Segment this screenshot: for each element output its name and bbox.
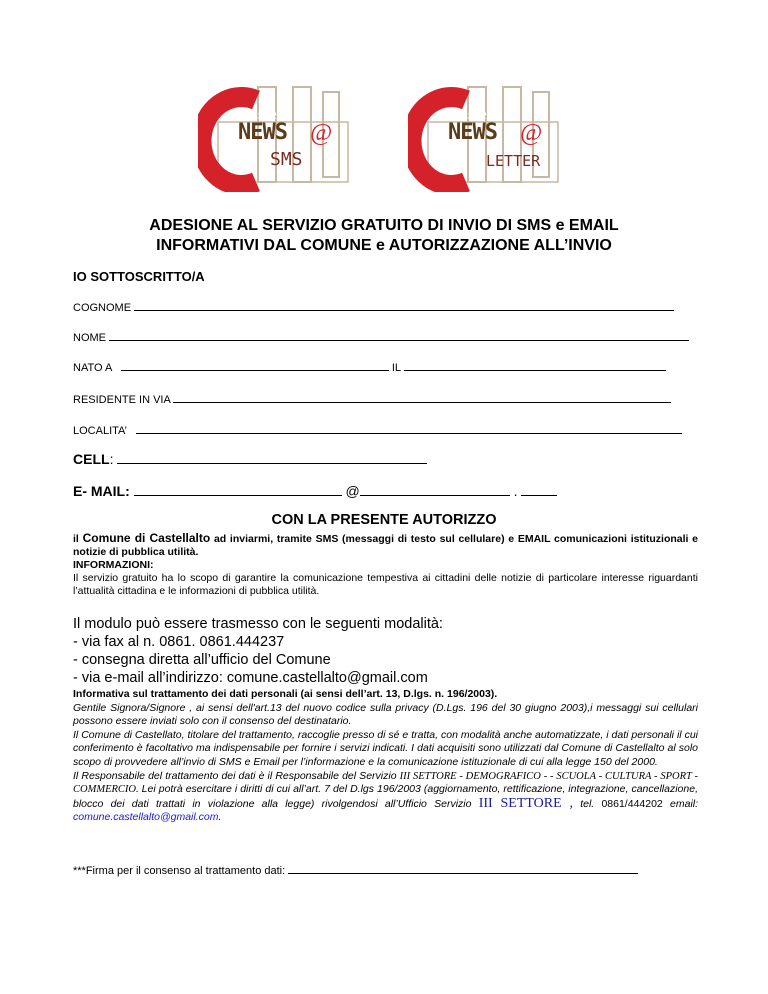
name-row <box>73 328 689 344</box>
privacy-p3c: Lei potrà esercitare i diritti di cui all’art. 7 del D.lgs 196/2003 (aggiornamento, rettificazione, integrazione, cancellazione, blocco dei dati trattati in violazione alla legge) rivolgendosi all’Ufficio Servizio <box>73 783 698 810</box>
address-field[interactable] <box>173 390 671 403</box>
privacy-email-link[interactable]: comune.castellalto@gmail.com <box>73 811 219 824</box>
logo-sms-text: SMS <box>270 149 303 170</box>
castel-news-letter-logo <box>408 82 573 192</box>
logo-news-text: NEWS <box>448 120 497 145</box>
email-label: E- MAIL: <box>73 483 130 499</box>
transmission-fax: - via fax al n. 0861. 0861.444237 <box>73 634 285 650</box>
transmission-email: - via e-mail all’indirizzo: comune.castellalto@gmail.com <box>73 670 428 686</box>
email-domain-field[interactable] <box>360 481 510 496</box>
privacy-phone: 0861/444202 <box>601 797 663 810</box>
privacy-p3a: Il Responsabile del trattamento dei dati è il Responsabile del Servizio <box>73 769 397 782</box>
cell-field[interactable] <box>117 449 427 464</box>
address-row <box>73 390 671 406</box>
birthplace-label: NATO A <box>73 362 112 374</box>
birthdate-label: IL <box>391 362 401 374</box>
surname-row <box>73 298 674 314</box>
locality-field[interactable] <box>136 421 682 434</box>
privacy-tel-label: tel. <box>580 797 595 810</box>
authorization-heading: CON LA PRESENTE AUTORIZZO <box>271 512 497 528</box>
address-label: RESIDENTE IN VIA <box>73 394 171 406</box>
birthplace-field[interactable] <box>121 358 389 371</box>
email-tld-field[interactable] <box>521 481 557 496</box>
signature-label: ***Firma per il consenso al trattamento dati: <box>73 865 286 877</box>
signature-row <box>73 861 638 877</box>
surname-label: COGNOME <box>73 302 132 314</box>
surname-field[interactable] <box>134 298 674 311</box>
privacy-p1: Gentile Signora/Signore , ai sensi dell'art.13 del nuovo codice sulla privacy (D.Lgs. 196 del 30 giugno 2003),i messaggi sui cellulari possono essere inviati solo con il consenso del destinatario. <box>73 701 698 728</box>
privacy-email-label: email: <box>670 797 699 810</box>
email-row <box>73 481 557 499</box>
cell-row <box>73 449 427 467</box>
page-title <box>0 216 768 256</box>
transmission-office: - consegna diretta all’ufficio del Comune <box>73 652 331 668</box>
auth-il: il <box>73 533 79 545</box>
logo-astel-text: astel <box>460 106 492 123</box>
locality-label: LOCALITA’ <box>73 425 127 437</box>
authorization-text <box>73 532 698 598</box>
privacy-heading: Informativa sul trattamento dei dati personali (ai sensi dell’art. 13, D.lgs. n. 196/2003). <box>73 688 498 700</box>
transmission-section <box>73 615 698 687</box>
name-field[interactable] <box>109 328 689 341</box>
privacy-notice <box>73 688 698 825</box>
cell-label: CELL <box>73 451 110 467</box>
birthdate-field[interactable] <box>404 358 666 371</box>
logo-astel-text: astel <box>250 106 282 123</box>
privacy-p2: Il Comune di Castellato, titolare del trattamento, raccoglie presso di sé e tratta, con modalità anche automatizzate, i dati personali il cui conferimento è facoltativo ma indispensabile per fornire i servizi indicati. I dati acquisiti sono utilizzati dal Comune di Castellalto al solo scopo di provvedere all’invio di SMS e Email per l’informazione e la comunicazione istituzionale di cui alla legge 150 del 2000. <box>73 728 698 768</box>
privacy-office: III SETTORE , <box>478 795 573 811</box>
email-user-field[interactable] <box>134 481 342 496</box>
birth-row <box>73 358 666 374</box>
email-at: @ <box>345 483 360 499</box>
title-line-1: ADESIONE AL SERVIZIO GRATUITO DI INVIO DI SMS e EMAIL <box>149 217 619 234</box>
logo-at-text: @ <box>520 120 543 146</box>
transmission-intro: Il modulo può essere trasmesso con le seguenti modalità: <box>73 616 443 632</box>
privacy-end: . <box>218 811 222 824</box>
logo-at-text: @ <box>310 120 333 146</box>
castel-news-sms-logo <box>198 82 363 192</box>
info-label: INFORMAZIONI: <box>73 559 154 571</box>
subscriber-heading: IO SOTTOSCRITTO/A <box>73 269 205 284</box>
logo-letter-text: LETTER <box>486 152 541 170</box>
auth-comune: Comune di Castellalto <box>82 531 211 545</box>
title-line-2: INFORMATIVI DAL COMUNE e AUTORIZZAZIONE ALL’INVIO <box>156 237 612 254</box>
signature-field[interactable] <box>288 861 638 874</box>
logo-news-text: NEWS <box>238 120 287 145</box>
info-text: Il servizio gratuito ha lo scopo di garantire la comunicazione tempestiva ai cittadini delle notizie di particolare interesse riguardanti l’attualità cittadina e le informazioni di pubblica utilità. <box>73 572 698 597</box>
locality-row <box>73 421 682 437</box>
auth-text: ad inviarmi, tramite SMS (messaggi di testo sul cellulare) e EMAIL comunicazioni istituzionali e notizie di pubblica utilità. <box>73 533 699 558</box>
logo-area <box>190 82 580 194</box>
privacy-sector: III SETTORE - DEMOGRAFICO - - SCUOLA - CULTURA - SPORT - COMMERCIO. <box>73 770 698 796</box>
cell-colon: : <box>109 451 114 467</box>
email-dot: . <box>513 483 518 499</box>
name-label: NOME <box>73 332 106 344</box>
